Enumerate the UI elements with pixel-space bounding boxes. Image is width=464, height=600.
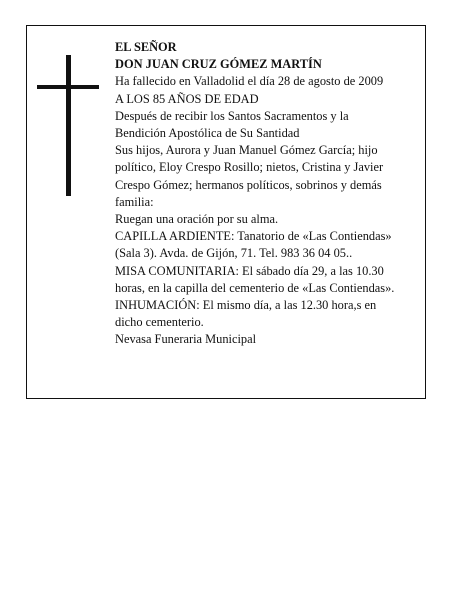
sacraments-line-1: Después de recibir los Santos Sacramentos y la [115, 108, 349, 123]
age-line: A LOS 85 AÑOS DE EDAD [115, 91, 259, 106]
family-line-1: Sus hijos, Aurora y Juan Manuel Gómez García; hijo [115, 143, 378, 158]
sacraments-line-2: Bendición Apostólica de Su Santidad [115, 126, 300, 141]
death-date-line: Ha fallecido en Valladolid el día 28 de agosto de 2009 [115, 74, 384, 89]
funeral-home-line: Nevasa Funeraria Municipal [115, 332, 257, 347]
family-line-3: Crespo Gómez; hermanos políticos, sobrinos y demás [115, 177, 382, 192]
burial-line-1: INHUMACIÓN: El mismo día, a las 12.30 hora,s en [115, 298, 377, 313]
notice-text [115, 39, 425, 349]
obituary-notice [26, 25, 426, 399]
cross-horizontal-bar [37, 85, 99, 89]
mass-line-2: horas, en la capilla del cementerio de «Las Contiendas». [115, 280, 395, 295]
burial-line-2: dicho cementerio. [115, 315, 204, 330]
chapel-line-1: CAPILLA ARDIENTE: Tanatorio de «Las Contiendas» [115, 229, 392, 244]
title-line-2: DON JUAN CRUZ GÓMEZ MARTÍN [115, 57, 322, 72]
title-line-1: EL SEÑOR [115, 40, 177, 54]
family-line-2: político, Eloy Crespo Rosillo; nietos, Cristina y Javier [115, 160, 384, 175]
prayer-line: Ruegan una oración por su alma. [115, 212, 279, 227]
family-line-4: familia: [115, 194, 154, 209]
cross-vertical-bar [66, 55, 71, 196]
mass-line-1: MISA COMUNITARIA: El sábado día 29, a las 10.30 [115, 263, 384, 278]
chapel-line-2: (Sala 3). Avda. de Gijón, 71. Tel. 983 36 04 05.. [115, 246, 353, 261]
